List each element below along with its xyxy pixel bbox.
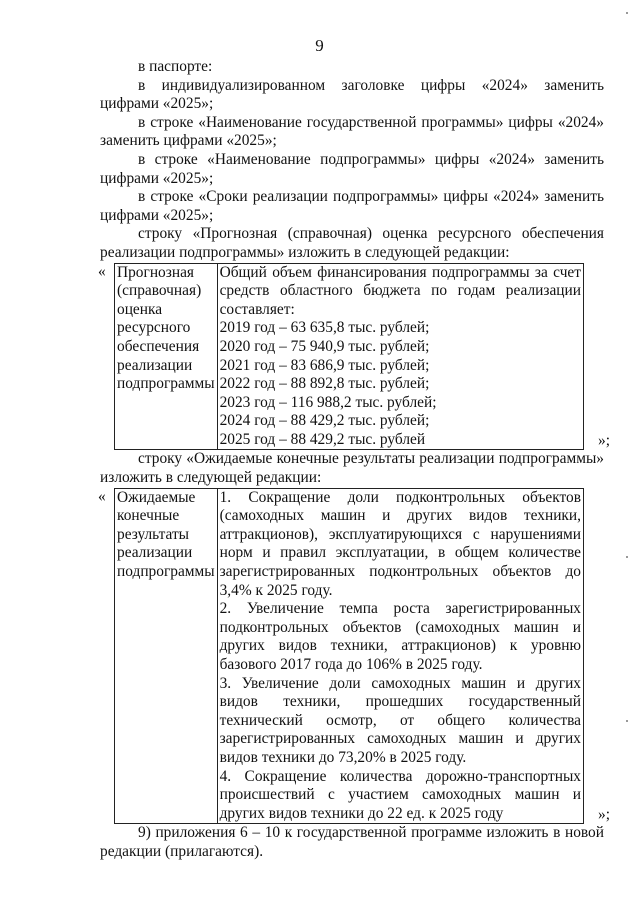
financing-year-2020: 2020 год – 75 940,9 тыс. рублей;: [219, 337, 430, 355]
document-body: [98, 58, 610, 862]
paragraph-terms-change: в строке «Сроки реализации подпрограммы» цифры «2024» заменить цифрами «2025»;: [100, 188, 604, 224]
expected-result-1: 1. Сокращение доли подконтрольных объектов (самоходных машин и других видов техники, аттракционов), эксплуатирующихся с нарушениями норм и правил эксплуатации, в общем количестве зарегистрированных подконтрольных объектов до 3,4% к 2025 году.: [219, 488, 581, 599]
paragraph-title-change: в индивидуализированном заголовке цифры «2024» заменить цифрами «2025»;: [100, 76, 604, 113]
financing-year-2021: 2021 год – 83 686,9 тыс. рублей;: [219, 356, 430, 374]
quote-close-mark: »;: [598, 431, 610, 449]
quote-open-mark: «: [98, 262, 106, 280]
resource-estimate-value: [217, 263, 583, 450]
expected-results-value: [217, 488, 583, 824]
financing-year-2024: 2024 год – 88 429,2 тыс. рублей;: [219, 412, 430, 430]
paragraph-expected-results-intro: строку «Ожидаемые конечные результаты реализации подпрограммы» изложить в следующей редакции:: [100, 450, 604, 487]
resource-estimate-table: [114, 263, 584, 451]
resource-estimate-label: Прогнозная (справочная) оценка ресурсного обеспечения реализации подпрограммы: [115, 263, 218, 450]
expected-result-4: 4. Сокращение количества дорожно-транспортных происшествий с участием самоходных машин и других видов техники до 22 ед. к 2025 году: [219, 767, 581, 822]
financing-year-2019: 2019 год – 63 635,8 тыс. рублей;: [219, 319, 430, 337]
table-row: [115, 263, 584, 450]
expected-results-table: [114, 488, 584, 825]
paragraph-resource-estimate-intro: строку «Прогнозная (справочная) оценка ресурсного обеспечения реализации подпрограммы» изложить в следующей редакции:: [100, 225, 604, 261]
quote-open-mark: «: [98, 487, 106, 505]
financing-year-2022: 2022 год – 88 892,8 тыс. рублей;: [219, 375, 430, 393]
scan-artifact: [626, 12, 628, 14]
financing-year-2023: 2023 год – 116 988,2 тыс. рублей;: [219, 393, 437, 411]
paragraph-appendices: 9) приложения 6 – 10 к государственной программе изложить в новой редакции (прилагаются).: [100, 824, 604, 860]
page-number: 9: [315, 36, 324, 55]
financing-intro: Общий объем финансирования подпрограммы за счет средств областного бюджета по годам реализации составляет:: [219, 263, 581, 318]
paragraph-program-name-change: в строке «Наименование государственной программы» цифры «2024» заменить цифрами «2025»;: [100, 113, 604, 150]
expected-result-2: 2. Увеличение темпа роста зарегистрированных подконтрольных объектов (самоходных машин и других видов техники, аттракционов) к уровню базового 2017 года до 106% в 2025 году.: [219, 600, 581, 673]
quote-close-mark: »;: [598, 805, 610, 823]
expected-results-label: Ожидаемые конечные результаты реализации подпрограммы: [115, 488, 218, 824]
expected-results-block: [98, 487, 610, 825]
expected-result-3: 3. Увеличение доли самоходных машин и других видов техники, прошедших государственный технический осмотр, от общего количества зарегистрированных самоходных машин и других видов техники до 73,20% в 2025 году.: [219, 674, 581, 766]
scan-artifact: [626, 720, 628, 722]
scan-artifact: [626, 556, 628, 558]
resource-estimate-block: [98, 262, 610, 451]
paragraph-subprogram-name-change: в строке «Наименование подпрограммы» цифры «2024» заменить цифрами «2025»;: [100, 150, 604, 187]
table-row: [115, 488, 584, 824]
paragraph-passport: в паспорте:: [138, 58, 213, 75]
financing-year-2025: 2025 год – 88 429,2 тыс. рублей: [219, 430, 426, 448]
